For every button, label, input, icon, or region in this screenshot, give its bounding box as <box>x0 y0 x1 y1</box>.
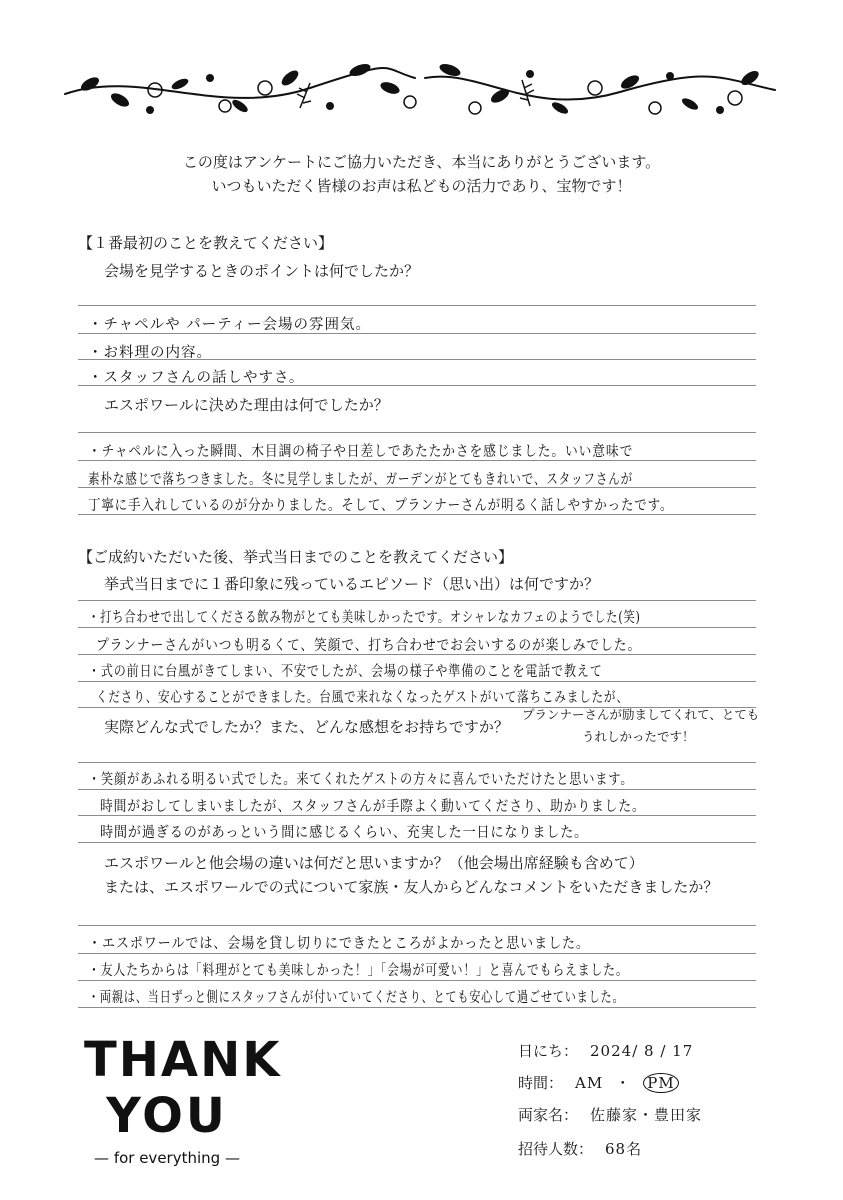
answer-line <box>78 359 756 360</box>
info-time-am: AM <box>575 1074 604 1092</box>
section2-answer-1-line-4: くださり、安心することができました。台風で来れなくなったゲストがいて落ちこみましたが、 <box>96 690 629 706</box>
section1-answer-1-line-1: ・チャペルや パーティー会場の雰囲気。 <box>88 317 372 333</box>
thank-you-word-1: THANK <box>84 1032 282 1088</box>
answer-line <box>78 925 756 926</box>
answer-line <box>78 789 756 790</box>
section2-answer-1-line-3: ・式の前日に台風がきてしまい、不安でしたが、会場の様子や準備のことを電話で教えて <box>88 664 603 680</box>
info-time-separator: ・ <box>615 1074 632 1092</box>
info-families-value: 佐藤家・豊田家 <box>590 1106 703 1124</box>
section2-answer-3-line-1: ・エスポワールでは、会場を貸し切りにできたところがよかったと思いました。 <box>88 936 590 952</box>
answer-line <box>78 654 756 655</box>
floral-garland-illustration <box>60 48 780 136</box>
section2-answer-1-side-note-1: プランナーさんが励ましてくれて、とても <box>522 707 760 722</box>
info-guests-label: 招待人数： <box>518 1140 594 1158</box>
section2-answer-2-line-3: 時間が過ぎるのがあっという間に感じるくらい、充実した一日になりました。 <box>100 825 589 841</box>
answer-line <box>78 980 756 981</box>
section1-answer-1-line-3: ・スタッフさんの話しやすさ。 <box>88 370 305 386</box>
info-families-label: 両家名： <box>518 1106 579 1124</box>
answer-line <box>78 953 756 954</box>
answer-line <box>78 460 756 461</box>
answer-line <box>78 762 756 763</box>
answer-line <box>78 385 756 386</box>
info-time-label: 時間： <box>518 1074 564 1092</box>
answer-line <box>78 842 756 843</box>
thank-you-tagline: — for everything — <box>94 1149 240 1167</box>
section2-question-3-line-1: エスポワールと他会場の違いは何だと思いますか？（他会場出席経験も含めて） <box>104 854 644 872</box>
answer-line <box>78 1007 756 1008</box>
section2-answer-2-line-2: 時間がおしてしまいましたが、スタッフさんが手際よく動いてくださり、助かりました。 <box>100 799 646 815</box>
thank-you-logo <box>84 1032 282 1168</box>
answer-line <box>78 514 756 515</box>
section1-answer-2-line-2: 素朴な感じで落ちつきました。冬に見学しましたが、ガーデンがとてもきれいで、スタッフさんが <box>88 472 634 488</box>
thank-you-word-2: YOU <box>106 1088 228 1144</box>
section2-question-1: 挙式当日までに１番印象に残っているエピソード（思い出）は何ですか？ <box>104 575 600 593</box>
section2-answer-1-line-1: ・打ち合わせで出してくださる飲み物がとても美味しかったです。オシャレなカフェのようでした(笑) <box>88 610 641 626</box>
info-date <box>518 1040 693 1061</box>
answer-line <box>78 627 756 628</box>
answer-line <box>78 681 756 682</box>
info-guests <box>518 1138 642 1159</box>
section1-question-2: エスポワールに決めた理由は何でしたか？ <box>104 396 389 414</box>
answer-line <box>78 333 756 334</box>
answer-line <box>78 305 756 306</box>
answer-line <box>78 600 756 601</box>
info-time-pm-circled: PM <box>643 1073 678 1093</box>
answer-line <box>78 432 756 433</box>
intro-line-1: この度はアンケートにご協力いただき、本当にありがとうございます。 <box>182 153 661 171</box>
section2-heading: 【ご成約いただいた後、挙式当日までのことを教えてください】 <box>78 548 514 566</box>
info-time <box>518 1072 679 1093</box>
section2-answer-1-line-2: プランナーさんがいつも明るくて、笑顔で、打ち合わせでお会いするのが楽しみでした。 <box>96 638 642 654</box>
section2-question-2: 実際どんな式でしたか？また、どんな感想をお持ちですか？ <box>104 718 509 736</box>
section1-answer-1-line-2: ・お料理の内容。 <box>88 345 212 361</box>
section1-answer-2-line-1: ・チャペルに入った瞬間、木目調の椅子や日差しであたたかさを感じました。いい意味で <box>88 444 634 460</box>
answer-line <box>78 487 756 488</box>
section2-question-3-line-2: または、エスポワールでの式について家族・友人からどんなコメントをいただきましたか？ <box>104 878 719 896</box>
info-date-label: 日にち： <box>518 1042 579 1060</box>
info-guests-value: 68名 <box>605 1140 643 1158</box>
section2-answer-1-side-note-2: うれしかったです！ <box>582 729 695 744</box>
info-families <box>518 1104 702 1125</box>
section1-question-1: 会場を見学するときのポイントは何でしたか？ <box>104 262 420 280</box>
intro-line-2: いつもいただく皆様のお声は私どもの活力であり、宝物です！ <box>211 177 632 195</box>
section1-answer-2-line-3: 丁寧に手入れしているのが分かりました。そして、プランナーさんが明るく話しやすかったです。 <box>88 498 674 514</box>
section2-answer-2-line-1: ・笑顔があふれる明るい式でした。来てくれたゲストの方々に喜んでいただけたと思います。 <box>88 772 634 788</box>
section2-answer-3-line-2: ・友人たちからは「料理がとても美味しかった！」「会場が可愛い！」と喜んでもらえました。 <box>88 963 629 979</box>
section2-answer-3-line-3: ・両親は、当日ずっと側にスタッフさんが付いていてくださり、とても安心して過ごせていました。 <box>88 990 625 1006</box>
section1-heading: 【１番最初のことを教えてください】 <box>78 234 334 252</box>
answer-line <box>78 815 756 816</box>
info-date-value: 2024/ 8 / 17 <box>590 1042 694 1060</box>
